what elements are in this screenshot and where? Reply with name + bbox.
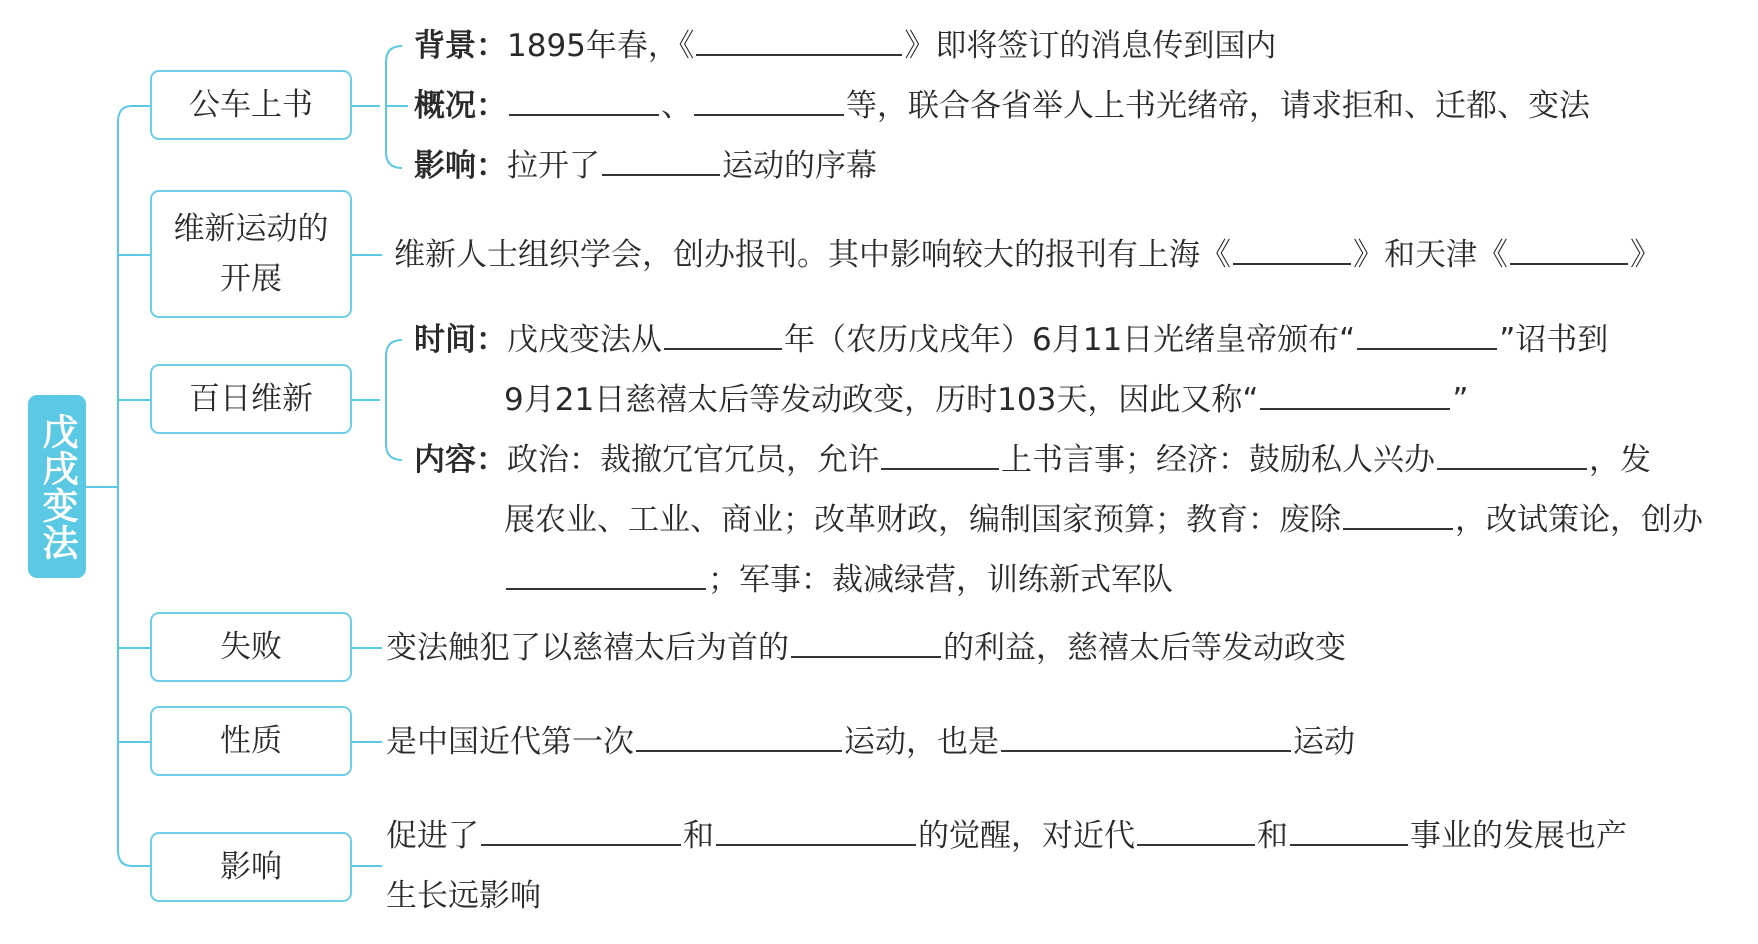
yingxiang-text-f: 生长远影响 [386,878,541,914]
blank[interactable] [1437,444,1587,470]
gongche-gk-text-a: 、 [661,88,692,124]
shibai-text-a: 变法触犯了以慈禧太后为首的 [386,630,789,666]
xingzhi-text-b: 运动，也是 [844,724,999,760]
blank[interactable] [1233,239,1351,265]
kaizhan-text-a: 维新人士组织学会，创办报刊。其中影响较大的报刊有上海《 [394,237,1231,273]
xingzhi-text-a: 是中国近代第一次 [386,724,634,760]
blank[interactable] [1260,384,1450,410]
bairi-sj-text-e: ” [1452,382,1469,418]
bairi-sj-text-a: 戊戌变法从 [507,322,662,358]
node-xingzhi [150,706,352,776]
yingxiang-text-e: 事业的发展也产 [1410,818,1627,854]
bairi-time-line-1 [414,322,1608,358]
node-shibai [150,612,352,682]
blank[interactable] [1510,239,1628,265]
gongche-bg-label: 背景： [414,28,507,64]
gongche-overview-line [414,88,1590,124]
bairi-nr-text-d: 展农业、工业、商业；改革财政，编制国家预算；教育：废除 [504,502,1341,538]
blank[interactable] [716,820,916,846]
bairi-nr-label: 内容： [414,442,507,478]
bairi-sj-label: 时间： [414,322,507,358]
bairi-nr-text-f: ；军事：裁减绿营，训练新式军队 [708,562,1173,598]
node-yingxiang [150,832,352,902]
bairi-nr-text-c: ，发 [1589,442,1651,478]
root-label: 戊戌变法 [37,412,78,561]
node-shibai-label: 失败 [220,629,282,665]
bairi-content-line-3 [504,562,1173,598]
yingxiang-line-1 [386,818,1627,854]
bairi-sj-text-c: ”诏书到 [1499,322,1609,358]
blank[interactable] [1001,726,1291,752]
yingxiang-text-c: 的觉醒，对近代 [918,818,1135,854]
gongche-background-line [414,28,1276,64]
gongche-gk-label: 概况： [414,88,507,124]
blank[interactable] [602,150,720,176]
node-yingxiang-label: 影响 [220,849,282,885]
blank[interactable] [481,820,681,846]
bairi-nr-text-b: 上书言事；经济：鼓励私人兴办 [1001,442,1435,478]
bairi-content-line-1 [414,442,1651,478]
gongche-impact-line [414,148,877,184]
kaizhan-line [394,237,1661,273]
bairi-content-line-2 [504,502,1703,538]
node-gongche [150,70,352,140]
blank[interactable] [506,564,706,590]
yingxiang-text-d: 和 [1257,818,1288,854]
node-bairi [150,364,352,434]
kaizhan-text-b: 》和天津《 [1353,237,1508,273]
root-topic [28,395,86,578]
shibai-text-b: 的利益，慈禧太后等发动政变 [943,630,1346,666]
kaizhan-text-c: 》 [1630,237,1661,273]
blank[interactable] [881,444,999,470]
gongche-gk-text-b: 等，联合各省举人上书光绪帝，请求拒和、迁都、变法 [846,88,1590,124]
bairi-sj-text-d: 9月21日慈禧太后等发动政变，历时103天，因此又称“ [504,382,1259,418]
shibai-line [386,630,1346,666]
bairi-sj-text-b: 年（农历戊戌年）6月11日光绪皇帝颁布“ [784,322,1356,358]
xingzhi-text-c: 运动 [1293,724,1355,760]
yingxiang-line-2 [386,878,541,914]
node-kaizhan [150,190,352,318]
blank[interactable] [664,324,782,350]
blank[interactable] [1137,820,1255,846]
gongche-bg-text-b: 》即将签订的消息传到国内 [904,28,1277,64]
node-kaizhan-label-2: 开展 [220,261,282,297]
yingxiang-text-b: 和 [683,818,714,854]
bairi-time-line-2 [504,382,1468,418]
node-gongche-label: 公车上书 [189,87,313,123]
xingzhi-line [386,724,1355,760]
blank[interactable] [1290,820,1408,846]
bairi-nr-text-e: ，改试策论，创办 [1455,502,1703,538]
node-xingzhi-label: 性质 [220,723,282,759]
blank[interactable] [791,632,941,658]
blank[interactable] [1343,504,1453,530]
blank[interactable] [1357,324,1497,350]
gongche-yx-label: 影响： [414,148,507,184]
blank[interactable] [696,30,902,56]
gongche-yx-text-b: 运动的序幕 [722,148,877,184]
yingxiang-text-a: 促进了 [386,818,479,854]
blank[interactable] [509,90,659,116]
blank[interactable] [636,726,842,752]
gongche-bg-text-a: 1895年春，《 [507,28,695,64]
gongche-yx-text-a: 拉开了 [507,148,600,184]
blank[interactable] [694,90,844,116]
node-bairi-label: 百日维新 [189,381,313,417]
bairi-nr-text-a: 政治：裁撤冗官冗员，允许 [507,442,879,478]
node-kaizhan-label-1: 维新运动的 [173,211,329,247]
